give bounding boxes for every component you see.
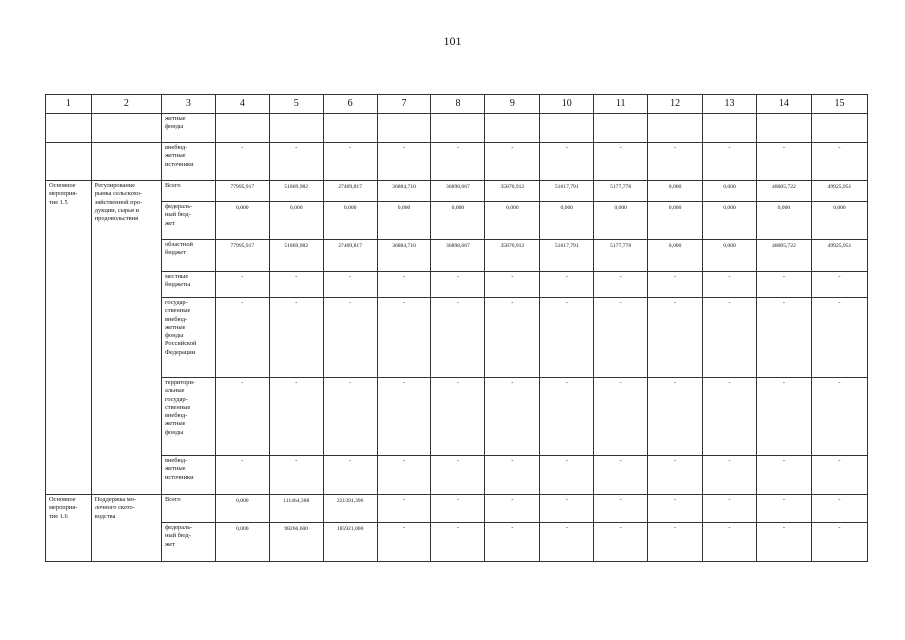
source-cell: областной бюджет (161, 240, 215, 272)
value-cell: - (811, 298, 867, 378)
column-header: 12 (648, 95, 703, 114)
value-cell: - (703, 495, 757, 523)
value-cell: 49925,951 (811, 181, 867, 202)
column-header: 6 (323, 95, 377, 114)
column-header: 13 (703, 95, 757, 114)
value-cell (377, 114, 431, 143)
value-cell: - (703, 523, 757, 562)
value-cell: 0,000 (485, 202, 540, 240)
column-header: 3 (161, 95, 215, 114)
value-cell: - (811, 456, 867, 495)
value-cell: 0,000 (215, 495, 269, 523)
column-header: 14 (756, 95, 811, 114)
value-cell: 0,000 (215, 202, 269, 240)
value-cell: - (323, 378, 377, 456)
value-cell: - (485, 143, 540, 181)
value-cell: 0,000 (703, 240, 757, 272)
value-cell: - (703, 456, 757, 495)
value-cell: - (756, 495, 811, 523)
value-cell: - (811, 143, 867, 181)
column-header: 10 (540, 95, 594, 114)
measure-cell (46, 143, 92, 181)
value-cell: - (703, 272, 757, 298)
value-cell: - (269, 298, 323, 378)
value-cell (323, 114, 377, 143)
value-cell (431, 114, 485, 143)
value-cell: 35876,912 (485, 240, 540, 272)
value-cell: - (594, 378, 648, 456)
title-cell (91, 143, 161, 181)
value-cell: - (431, 378, 485, 456)
value-cell: 27409,817 (323, 181, 377, 202)
value-cell: - (756, 378, 811, 456)
value-cell: 35876,912 (485, 181, 540, 202)
table-row (46, 202, 868, 240)
value-cell: - (323, 298, 377, 378)
source-cell: Всего (161, 181, 215, 202)
value-cell (703, 114, 757, 143)
page-number: 101 (443, 34, 462, 48)
value-cell: 0,000 (540, 202, 594, 240)
value-cell: - (756, 456, 811, 495)
table-row (46, 181, 868, 202)
value-cell: - (485, 298, 540, 378)
value-cell: 5177,778 (594, 181, 648, 202)
value-cell: 0,000 (323, 202, 377, 240)
value-cell: 0,000 (648, 181, 703, 202)
value-cell: - (377, 523, 431, 562)
table-row (46, 523, 868, 562)
value-cell: 36884,710 (377, 181, 431, 202)
value-cell: - (648, 143, 703, 181)
value-cell: 77995,917 (215, 240, 269, 272)
value-cell: 111464,388 (269, 495, 323, 523)
measure-cell: Основное мероприя- тие 1.6 (46, 495, 92, 562)
value-cell: - (703, 378, 757, 456)
value-cell: 0,000 (703, 181, 757, 202)
value-cell: 0,000 (269, 202, 323, 240)
value-cell: 51869,982 (269, 181, 323, 202)
value-cell: - (648, 298, 703, 378)
value-cell: - (648, 378, 703, 456)
value-cell: - (703, 143, 757, 181)
column-header: 4 (215, 95, 269, 114)
value-cell: 98266,600 (269, 523, 323, 562)
value-cell: - (756, 272, 811, 298)
value-cell: 77995,917 (215, 181, 269, 202)
table-row (46, 456, 868, 495)
value-cell: - (215, 143, 269, 181)
value-cell: 0,000 (648, 202, 703, 240)
header-row (46, 95, 868, 114)
source-cell: местные бюджеты (161, 272, 215, 298)
title-cell: Регулирование рынка сельскохо- зяйственной про- дукции, сырья и продовольствия (91, 181, 161, 495)
value-cell: - (215, 378, 269, 456)
value-cell: - (540, 272, 594, 298)
source-cell: внебюд- жетные источники (161, 143, 215, 181)
column-header: 8 (431, 95, 485, 114)
value-cell: 0,000 (703, 202, 757, 240)
value-cell (485, 114, 540, 143)
source-cell: жетные фонды (161, 114, 215, 143)
value-cell: - (269, 378, 323, 456)
value-cell: 5177,778 (594, 240, 648, 272)
value-cell: - (431, 495, 485, 523)
value-cell: - (377, 495, 431, 523)
value-cell: - (323, 143, 377, 181)
value-cell: - (756, 143, 811, 181)
column-header: 11 (594, 95, 648, 114)
source-cell: федераль- ный бюд- жет (161, 523, 215, 562)
column-header: 2 (91, 95, 161, 114)
value-cell: 0,000 (811, 202, 867, 240)
column-header: 5 (269, 95, 323, 114)
value-cell: - (431, 523, 485, 562)
value-cell: - (431, 143, 485, 181)
value-cell (540, 114, 594, 143)
value-cell: - (431, 456, 485, 495)
source-cell: внебюд- жетные источники (161, 456, 215, 495)
value-cell: - (648, 495, 703, 523)
value-cell: - (594, 523, 648, 562)
value-cell: 0,000 (648, 240, 703, 272)
value-cell: - (215, 272, 269, 298)
value-cell: - (540, 298, 594, 378)
value-cell: - (811, 523, 867, 562)
value-cell: - (648, 523, 703, 562)
value-cell (215, 114, 269, 143)
value-cell: - (540, 378, 594, 456)
table-row (46, 272, 868, 298)
value-cell (594, 114, 648, 143)
value-cell: - (594, 143, 648, 181)
budget-table (45, 94, 868, 562)
value-cell: - (485, 456, 540, 495)
value-cell: - (485, 523, 540, 562)
value-cell: - (756, 298, 811, 378)
value-cell: - (323, 272, 377, 298)
value-cell: - (756, 523, 811, 562)
value-cell: - (269, 143, 323, 181)
table-row (46, 114, 868, 143)
value-cell: 48005,722 (756, 181, 811, 202)
title-cell (91, 114, 161, 143)
value-cell: 36884,710 (377, 240, 431, 272)
value-cell: 36898,667 (431, 181, 485, 202)
value-cell: - (431, 272, 485, 298)
value-cell: 36898,667 (431, 240, 485, 272)
table-row (46, 378, 868, 456)
source-cell: территори- альные государ- ственные внебюд- жетные фонды (161, 378, 215, 456)
value-cell: - (811, 378, 867, 456)
value-cell: - (540, 495, 594, 523)
value-cell: - (540, 456, 594, 495)
value-cell: - (648, 272, 703, 298)
value-cell: - (269, 456, 323, 495)
value-cell: - (215, 298, 269, 378)
value-cell: 49925,951 (811, 240, 867, 272)
measure-cell: Основное мероприя- тие 1.5 (46, 181, 92, 495)
value-cell: - (485, 378, 540, 456)
value-cell: 48005,722 (756, 240, 811, 272)
column-header: 1 (46, 95, 92, 114)
table-row (46, 143, 868, 181)
value-cell: - (215, 456, 269, 495)
table-row (46, 495, 868, 523)
value-cell: - (377, 456, 431, 495)
value-cell: 185921,000 (323, 523, 377, 562)
value-cell: - (594, 272, 648, 298)
value-cell: - (377, 378, 431, 456)
table-row (46, 240, 868, 272)
source-cell: федераль- ный бюд- жет (161, 202, 215, 240)
column-header: 15 (811, 95, 867, 114)
measure-cell (46, 114, 92, 143)
value-cell: 51617,791 (540, 181, 594, 202)
value-cell: - (594, 456, 648, 495)
value-cell: 0,000 (215, 523, 269, 562)
value-cell: - (540, 523, 594, 562)
value-cell: - (648, 456, 703, 495)
value-cell: - (594, 495, 648, 523)
value-cell: - (377, 143, 431, 181)
value-cell (811, 114, 867, 143)
value-cell: - (431, 298, 485, 378)
value-cell: - (703, 298, 757, 378)
value-cell: 0,000 (756, 202, 811, 240)
table-row (46, 298, 868, 378)
value-cell: - (811, 495, 867, 523)
value-cell: - (594, 298, 648, 378)
value-cell: 221391,396 (323, 495, 377, 523)
value-cell: 27409,817 (323, 240, 377, 272)
value-cell: - (323, 456, 377, 495)
value-cell: - (377, 298, 431, 378)
column-header: 9 (485, 95, 540, 114)
value-cell: 51617,791 (540, 240, 594, 272)
value-cell (648, 114, 703, 143)
value-cell: - (540, 143, 594, 181)
source-cell: государ- ственные внебюд- жетные фонды Российской Федерации (161, 298, 215, 378)
value-cell (269, 114, 323, 143)
value-cell: - (269, 272, 323, 298)
value-cell: - (377, 272, 431, 298)
value-cell (756, 114, 811, 143)
value-cell: 0,000 (594, 202, 648, 240)
value-cell: 0,000 (377, 202, 431, 240)
value-cell: 51869,982 (269, 240, 323, 272)
column-header: 7 (377, 95, 431, 114)
source-cell: Всего (161, 495, 215, 523)
value-cell: 0,000 (431, 202, 485, 240)
value-cell: - (811, 272, 867, 298)
value-cell: - (485, 495, 540, 523)
title-cell: Поддержка мо- лочного ското- водства (91, 495, 161, 562)
value-cell: - (485, 272, 540, 298)
